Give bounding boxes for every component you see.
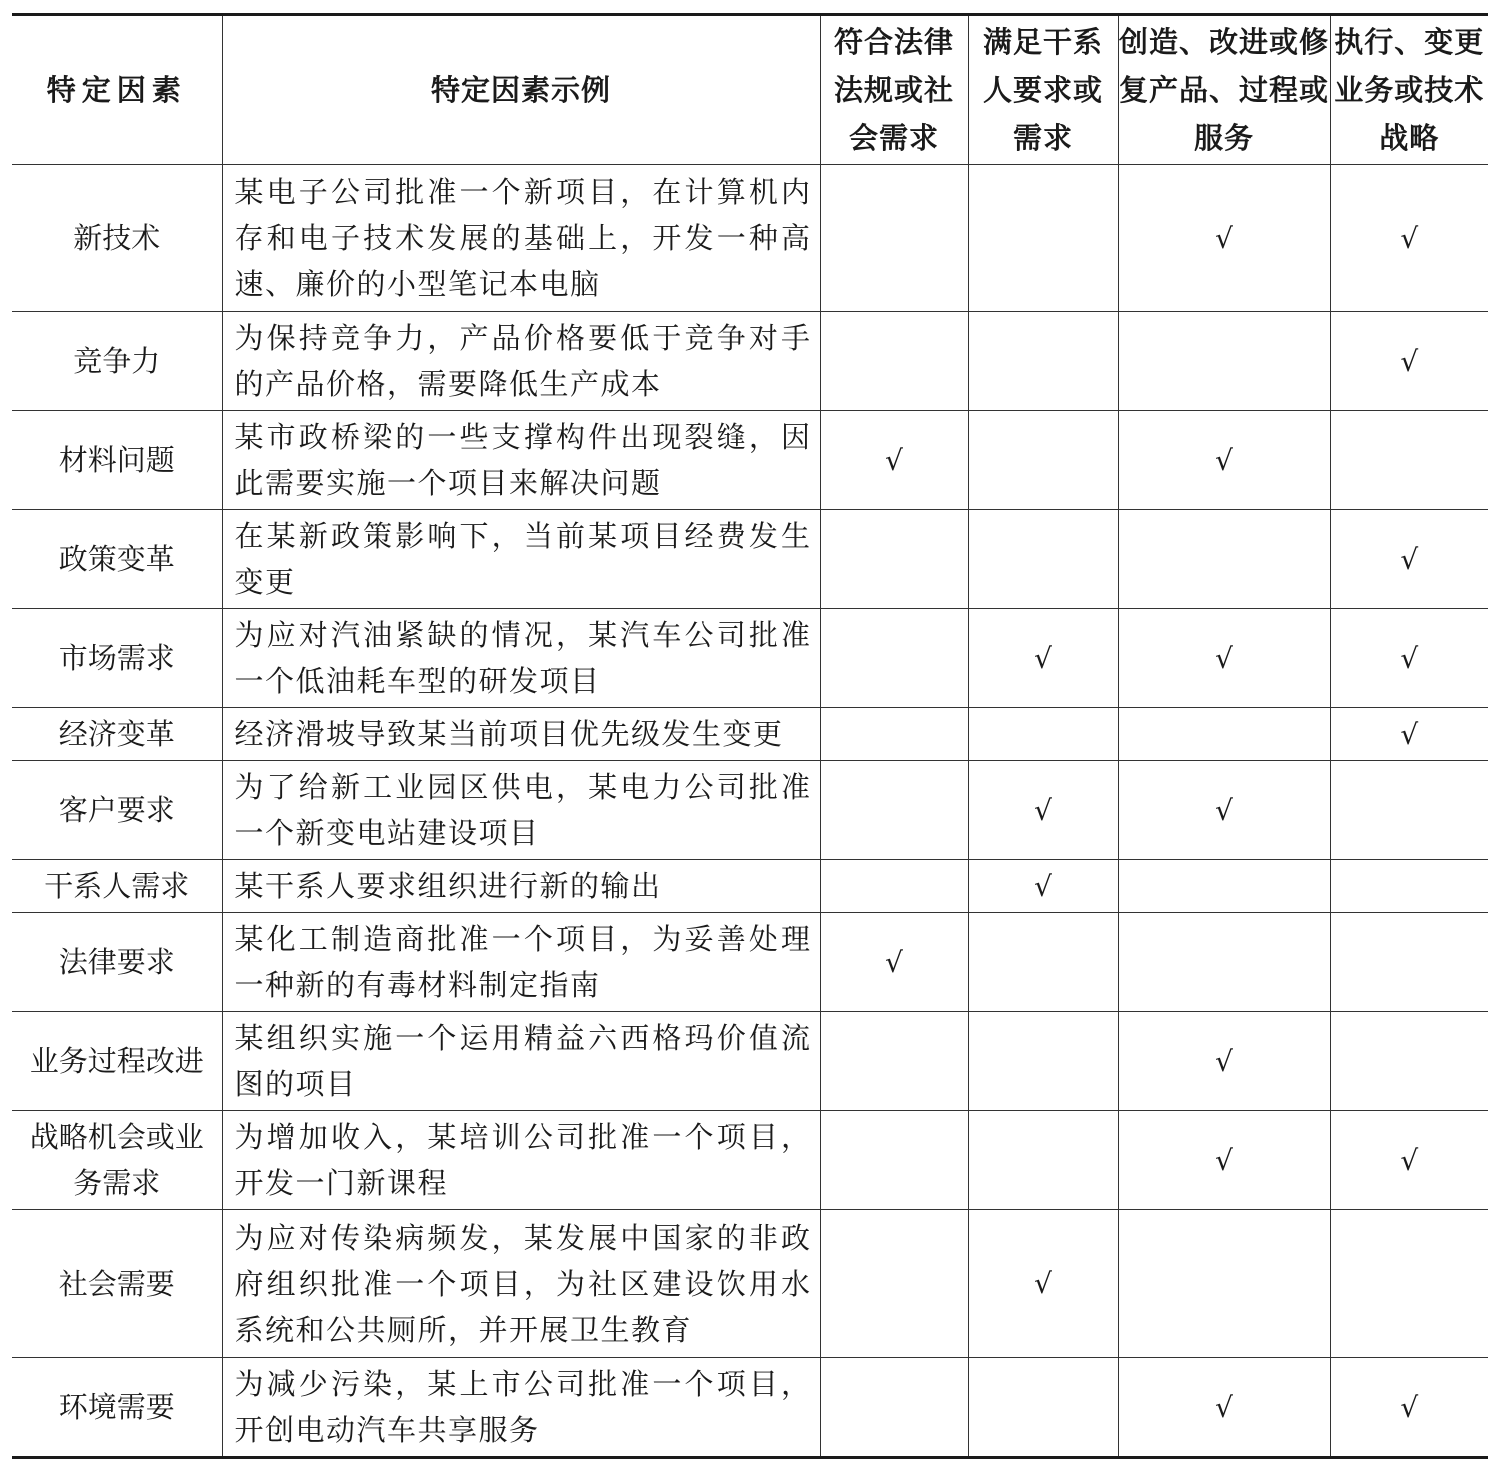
mark-cell	[820, 708, 968, 761]
mark-cell	[820, 1012, 968, 1111]
factor-cell: 社会需要	[12, 1210, 222, 1358]
factor-cell: 政策变革	[12, 510, 222, 609]
table-row	[12, 411, 1488, 510]
mark-cell	[1118, 609, 1330, 708]
check-mark-icon: √	[1215, 1390, 1233, 1424]
mark-cell	[968, 411, 1118, 510]
mark-cell	[968, 165, 1118, 312]
mark-cell	[968, 761, 1118, 860]
table-body	[12, 165, 1488, 1458]
mark-cell	[1330, 708, 1488, 761]
mark-cell	[968, 609, 1118, 708]
header-factor: 特定因素	[12, 15, 222, 165]
mark-cell	[1330, 913, 1488, 1012]
header-example: 特定因素示例	[222, 15, 820, 165]
mark-cell	[1330, 609, 1488, 708]
mark-cell	[968, 312, 1118, 411]
check-mark-icon: √	[1215, 793, 1233, 827]
table-row	[12, 609, 1488, 708]
mark-cell	[820, 860, 968, 913]
table-row	[12, 708, 1488, 761]
check-mark-icon: √	[1400, 1390, 1419, 1424]
header-legal-social: 符合法律法规或社会需求	[820, 15, 968, 165]
mark-cell	[1330, 312, 1488, 411]
mark-cell	[968, 1210, 1118, 1358]
mark-cell	[1118, 510, 1330, 609]
mark-cell	[820, 1358, 968, 1458]
mark-cell	[1330, 510, 1488, 609]
mark-cell	[1118, 1358, 1330, 1458]
mark-cell	[1330, 1210, 1488, 1358]
mark-cell	[1118, 165, 1330, 312]
check-mark-icon: √	[1034, 641, 1052, 675]
mark-cell	[820, 312, 968, 411]
example-cell: 为应对传染病频发，某发展中国家的非政府组织批准一个项目，为社区建设饮用水系统和公共厕所，并开展卫生教育	[222, 1210, 820, 1358]
factor-table	[12, 13, 1488, 1459]
mark-cell	[820, 411, 968, 510]
table-row	[12, 860, 1488, 913]
mark-cell	[968, 708, 1118, 761]
factor-cell: 经济变革	[12, 708, 222, 761]
mark-cell	[1330, 1358, 1488, 1458]
mark-cell	[1330, 860, 1488, 913]
factor-cell: 材料问题	[12, 411, 222, 510]
check-mark-icon: √	[1400, 344, 1419, 378]
mark-cell	[1118, 761, 1330, 860]
factor-cell: 市场需求	[12, 609, 222, 708]
example-cell: 为增加收入，某培训公司批准一个项目，开发一门新课程	[222, 1111, 820, 1210]
check-mark-icon: √	[1034, 869, 1052, 903]
table-row	[12, 1111, 1488, 1210]
check-mark-icon: √	[1034, 1267, 1052, 1300]
table-row	[12, 1210, 1488, 1358]
factor-cell: 竞争力	[12, 312, 222, 411]
factor-cell: 法律要求	[12, 913, 222, 1012]
example-cell: 经济滑坡导致某当前项目优先级发生变更	[222, 708, 820, 761]
mark-cell	[820, 510, 968, 609]
check-mark-icon: √	[1400, 221, 1419, 255]
mark-cell	[1118, 1210, 1330, 1358]
mark-cell	[1118, 312, 1330, 411]
check-mark-icon: √	[1400, 641, 1419, 675]
check-mark-icon: √	[1400, 542, 1419, 576]
factor-cell: 环境需要	[12, 1358, 222, 1458]
table-row	[12, 312, 1488, 411]
check-mark-icon: √	[1215, 641, 1233, 675]
mark-cell	[1118, 860, 1330, 913]
mark-cell	[968, 860, 1118, 913]
example-cell: 为保持竞争力，产品价格要低于竞争对手的产品价格，需要降低生产成本	[222, 312, 820, 411]
check-mark-icon: √	[1215, 221, 1233, 255]
mark-cell	[820, 761, 968, 860]
factor-table-container	[12, 13, 1488, 1459]
example-cell: 在某新政策影响下，当前某项目经费发生变更	[222, 510, 820, 609]
table-row	[12, 510, 1488, 609]
header-strategy: 执行、变更业务或技术战略	[1330, 15, 1488, 165]
example-cell: 某电子公司批准一个新项目，在计算机内存和电子技术发展的基础上，开发一种高速、廉价的小型笔记本电脑	[222, 165, 820, 312]
mark-cell	[968, 913, 1118, 1012]
mark-cell	[820, 609, 968, 708]
mark-cell	[1118, 913, 1330, 1012]
factor-cell: 战略机会或业务需求	[12, 1111, 222, 1210]
header-row	[12, 15, 1488, 165]
check-mark-icon: √	[885, 945, 903, 979]
example-cell: 为应对汽油紧缺的情况，某汽车公司批准一个低油耗车型的研发项目	[222, 609, 820, 708]
check-mark-icon: √	[1034, 793, 1052, 827]
example-cell: 某组织实施一个运用精益六西格玛价值流图的项目	[222, 1012, 820, 1111]
mark-cell	[1118, 1012, 1330, 1111]
mark-cell	[1118, 411, 1330, 510]
check-mark-icon: √	[1400, 1143, 1419, 1177]
factor-cell: 干系人需求	[12, 860, 222, 913]
factor-cell: 客户要求	[12, 761, 222, 860]
table-row	[12, 761, 1488, 860]
check-mark-icon: √	[1400, 717, 1419, 751]
header-stakeholder: 满足干系人要求或需求	[968, 15, 1118, 165]
table-row	[12, 165, 1488, 312]
example-cell: 某市政桥梁的一些支撑构件出现裂缝，因此需要实施一个项目来解决问题	[222, 411, 820, 510]
check-mark-icon: √	[885, 443, 903, 477]
mark-cell	[968, 1111, 1118, 1210]
mark-cell	[1330, 1012, 1488, 1111]
mark-cell	[1330, 411, 1488, 510]
mark-cell	[1118, 708, 1330, 761]
table-row	[12, 913, 1488, 1012]
mark-cell	[968, 510, 1118, 609]
header-product-process: 创造、改进或修复产品、过程或服务	[1118, 15, 1330, 165]
example-cell: 某化工制造商批准一个项目，为妥善处理一种新的有毒材料制定指南	[222, 913, 820, 1012]
mark-cell	[1330, 761, 1488, 860]
check-mark-icon: √	[1215, 443, 1233, 477]
mark-cell	[820, 165, 968, 312]
factor-cell: 业务过程改进	[12, 1012, 222, 1111]
mark-cell	[968, 1012, 1118, 1111]
mark-cell	[1330, 1111, 1488, 1210]
factor-cell: 新技术	[12, 165, 222, 312]
example-cell: 为减少污染，某上市公司批准一个项目，开创电动汽车共享服务	[222, 1358, 820, 1458]
check-mark-icon: √	[1215, 1143, 1233, 1177]
table-row	[12, 1358, 1488, 1458]
mark-cell	[820, 1210, 968, 1358]
check-mark-icon: √	[1215, 1044, 1233, 1078]
example-cell: 为了给新工业园区供电，某电力公司批准一个新变电站建设项目	[222, 761, 820, 860]
mark-cell	[820, 1111, 968, 1210]
mark-cell	[968, 1358, 1118, 1458]
mark-cell	[1118, 1111, 1330, 1210]
mark-cell	[1330, 165, 1488, 312]
mark-cell	[820, 913, 968, 1012]
example-cell: 某干系人要求组织进行新的输出	[222, 860, 820, 913]
table-row	[12, 1012, 1488, 1111]
